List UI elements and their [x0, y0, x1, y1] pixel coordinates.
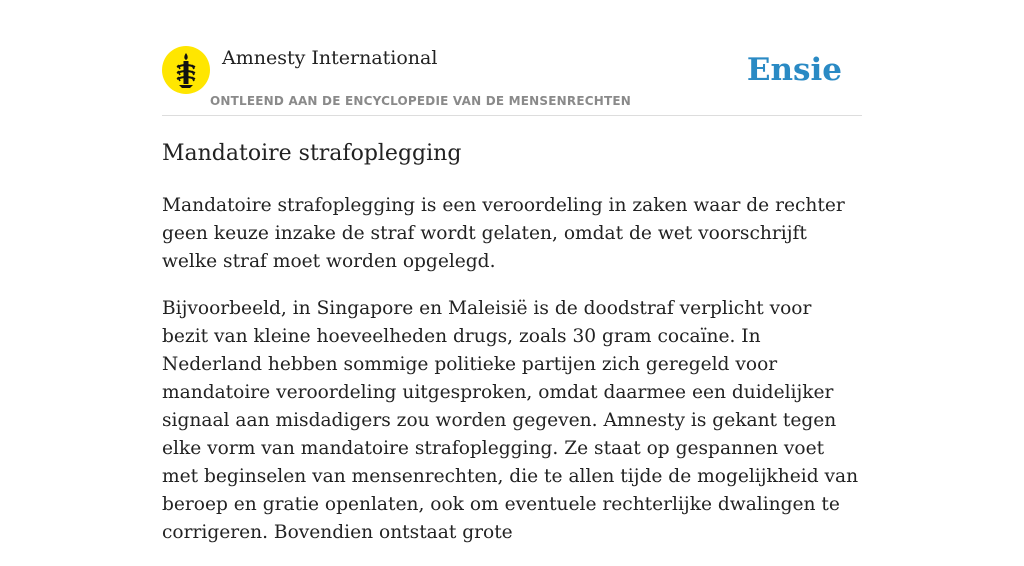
article-paragraph: Mandatoire strafoplegging is een veroordeling in zaken waar de rechter geen keuze inzake de straf wordt gelaten, omdat de wet voorschrijft welke straf moet worden opgelegd.: [162, 195, 845, 272]
amnesty-candle-icon[interactable]: [162, 46, 210, 94]
source-tagline: ONTLEEND AAN DE ENCYCLOPEDIE VAN DE MENSENRECHTEN: [210, 94, 632, 108]
header: [162, 46, 862, 116]
article-paragraph: Bijvoorbeeld, in Singapore en Maleisië is de doodstraf verplicht voor bezit van kleine hoeveelheden drugs, zoals 30 gram cocaïne. In Nederland hebben sommige politieke partijen zich geregeld voor mandatoire veroordeling uitgesproken, omdat daarmee een duidelijker signaal aan misdadigers zou worden gegeven. Amnesty is gekant tegen elke vorm van mandatoire strafoplegging. Ze staat op gespannen voet met beginselen van mensenrechten, die te allen tijde de mogelijkheid van beroep en gratie openlaten, ook om eventuele rechterlijke dwalingen te corrigeren. Bovendien ontstaat grote: [162, 298, 859, 543]
article-title: Mandatoire strafoplegging: [162, 141, 462, 166]
organization-name: Amnesty International: [222, 47, 438, 69]
brand-logo[interactable]: Ensie: [746, 52, 842, 88]
header-divider: [162, 115, 862, 116]
article-body: [162, 192, 862, 566]
